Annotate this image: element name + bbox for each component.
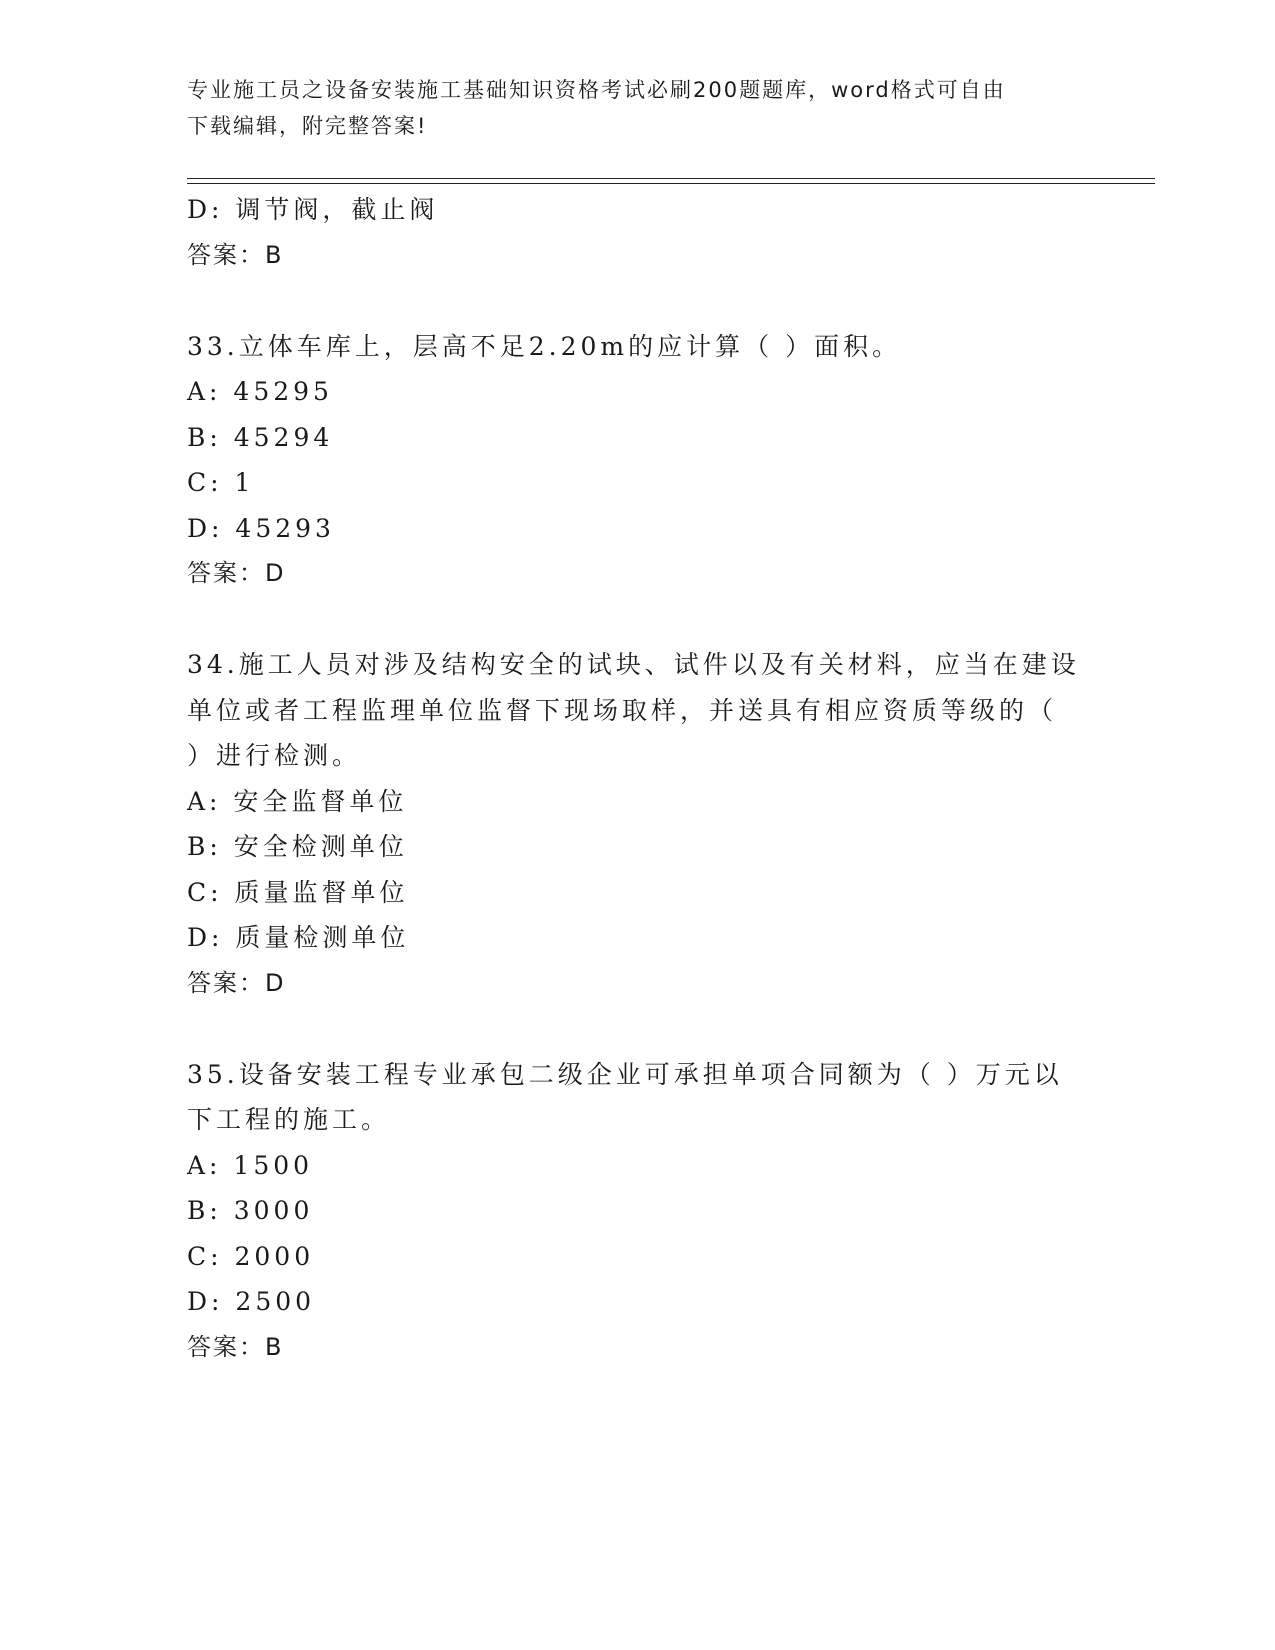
question-text [187,642,1080,779]
question-35 [187,1052,1087,1371]
option-d: D: 2500 [187,1287,316,1316]
prev-question-option-d: D: 调节阀，截止阀 [187,195,439,224]
option-c: C: 2000 [187,1241,315,1271]
prev-question-answer: 答案：B [187,240,284,269]
question-33 [187,324,1087,597]
question-text-line: 单位或者工程监理单位监督下现场取样，并送具有相应资质等级的（ [187,695,1058,725]
question-text [187,324,1077,370]
option-b: B: 安全检测单位 [187,832,408,861]
question-list [187,187,1087,1370]
question-text-line: 35.设备安装工程专业承包二级企业可承担单项合同额为（ ）万元以 [187,1059,1063,1089]
question-text-line: ）进行检测。 [187,741,362,770]
document-header [187,72,1067,144]
spacer [187,597,1087,643]
header-divider-top [187,178,1155,179]
option-a: A: 45295 [187,377,333,406]
option-a: A: 安全监督单位 [187,786,408,816]
option-b: B: 3000 [187,1196,314,1225]
option-c: C: 质量监督单位 [187,877,409,907]
option-d: D: 质量检测单位 [187,923,410,952]
option-c: C: 1 [187,468,255,497]
answer-label: 答案：D [187,968,286,997]
spacer [187,1006,1087,1052]
question-34 [187,642,1087,1006]
question-text [187,1052,1077,1143]
header-line-1: 专业施工员之设备安装施工基础知识资格考试必刷200题题库，word格式可自由 [187,78,1006,102]
question-text-line: 33.立体车库上，层高不足2.20m的应计算（ ）面积。 [187,331,902,361]
spacer [187,278,1087,324]
question-text-line: 下工程的施工。 [187,1105,391,1134]
question-text-line: 34.施工人员对涉及结构安全的试块、试件以及有关材料，应当在建设 [187,650,1080,679]
option-b: B: 45294 [187,422,334,452]
answer-label: 答案：D [187,559,286,587]
header-line-2: 下载编辑，附完整答案! [187,114,428,138]
header-divider-bottom [187,183,1155,184]
option-a: A: 1500 [187,1150,314,1180]
option-d: D: 45293 [187,513,335,543]
answer-label: 答案：B [187,1332,284,1361]
